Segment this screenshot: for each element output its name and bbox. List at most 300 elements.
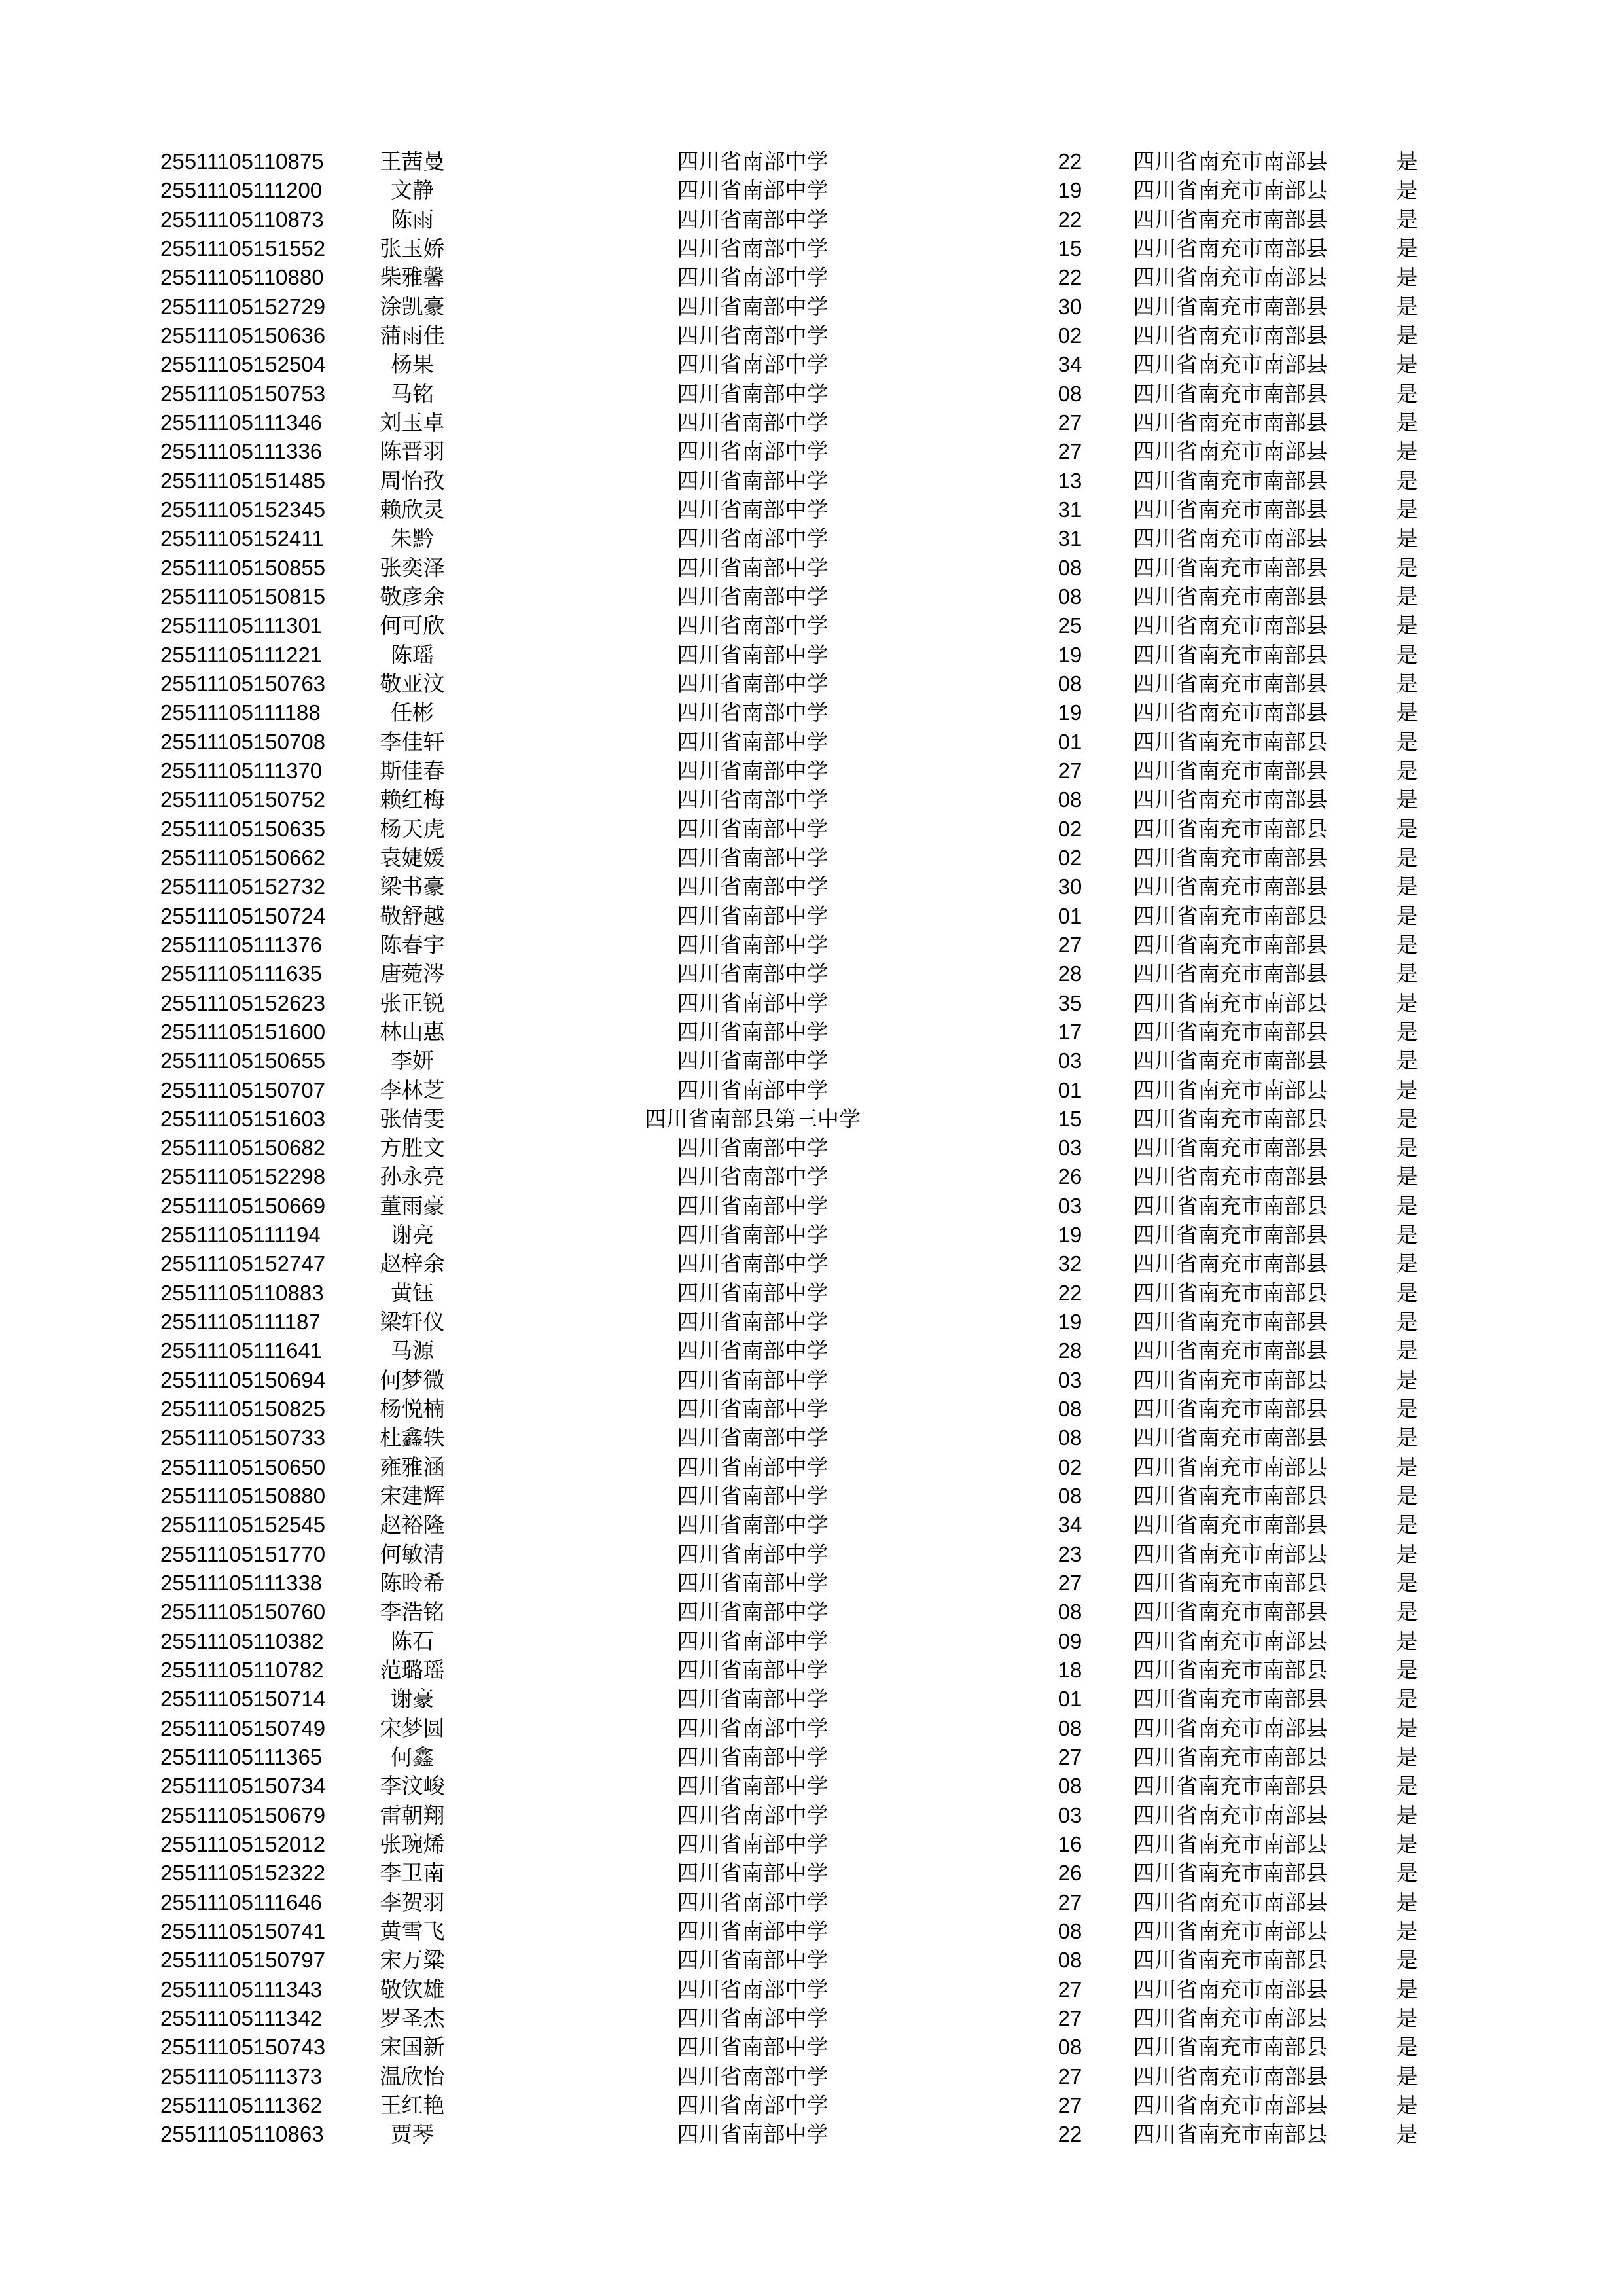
table-row <box>0 1627 1623 1656</box>
school-cell: 四川省南部中学 <box>677 1570 829 1596</box>
student-name-cell: 何鑫 <box>391 1744 434 1770</box>
region-cell: 四川省南充市南部县 <box>1133 816 1328 842</box>
table-row <box>0 1743 1623 1772</box>
code-cell: 08 <box>1058 381 1082 406</box>
school-cell: 四川省南部中学 <box>677 1657 829 1683</box>
school-cell: 四川省南部中学 <box>677 1425 829 1451</box>
school-cell: 四川省南部中学 <box>677 961 829 987</box>
student-id-cell: 25511105111635 <box>160 961 323 986</box>
flag-cell: 是 <box>1396 1831 1418 1857</box>
table-row <box>0 1656 1623 1685</box>
student-id-cell: 25511105111365 <box>160 1745 323 1770</box>
region-cell: 四川省南充市南部县 <box>1133 467 1328 493</box>
student-name-cell: 王红艳 <box>380 2092 445 2118</box>
table-row <box>0 1975 1623 2004</box>
code-cell: 02 <box>1058 323 1082 348</box>
code-cell: 26 <box>1058 1861 1082 1886</box>
region-cell: 四川省南充市南部县 <box>1133 293 1328 319</box>
flag-cell: 是 <box>1396 787 1418 813</box>
school-cell: 四川省南部中学 <box>677 1454 829 1480</box>
student-name-cell: 敬彦余 <box>380 583 445 609</box>
student-name-cell: 陈雨 <box>391 206 434 232</box>
student-name-cell: 雷朝翔 <box>380 1802 445 1828</box>
student-id-cell: 25511105151770 <box>160 1541 326 1566</box>
code-cell: 08 <box>1058 1484 1082 1509</box>
school-cell: 四川省南部中学 <box>677 2063 829 2089</box>
school-cell: 四川省南部中学 <box>677 206 829 232</box>
student-id-cell: 25511105110863 <box>160 2122 324 2147</box>
flag-cell: 是 <box>1396 496 1418 522</box>
region-cell: 四川省南充市南部县 <box>1133 1686 1328 1712</box>
student-id-cell: 25511105150662 <box>160 845 326 870</box>
region-cell: 四川省南充市南部县 <box>1133 1018 1328 1045</box>
student-name-cell: 唐菀涔 <box>380 961 445 987</box>
table-row <box>0 1308 1623 1336</box>
student-id-cell: 25511105150749 <box>160 1715 326 1740</box>
student-id-cell: 25511105150724 <box>160 903 326 928</box>
table-row <box>0 1162 1623 1191</box>
region-cell: 四川省南充市南部县 <box>1133 583 1328 609</box>
student-name-cell: 赵裕隆 <box>380 1512 445 1538</box>
table-row <box>0 1424 1623 1452</box>
school-cell: 四川省南部中学 <box>677 2092 829 2118</box>
student-name-cell: 宋万粱 <box>380 1947 445 1973</box>
student-id-cell: 25511105111346 <box>160 410 323 435</box>
table-row <box>0 1888 1623 1917</box>
student-name-cell: 杨天虎 <box>380 816 445 842</box>
region-cell: 四川省南充市南部县 <box>1133 2063 1328 2089</box>
student-id-cell: 25511105150635 <box>160 816 326 841</box>
flag-cell: 是 <box>1396 1425 1418 1451</box>
code-cell: 01 <box>1058 903 1082 928</box>
code-cell: 28 <box>1058 1338 1082 1363</box>
table-row <box>0 872 1623 901</box>
student-id-cell: 25511105152012 <box>160 1832 326 1857</box>
student-name-cell: 文静 <box>391 177 434 204</box>
student-id-cell: 25511105150708 <box>160 729 326 754</box>
flag-cell: 是 <box>1396 409 1418 435</box>
region-cell: 四川省南充市南部县 <box>1133 235 1328 261</box>
student-name-cell: 杨果 <box>391 351 434 378</box>
region-cell: 四川省南充市南部县 <box>1133 1483 1328 1509</box>
table-row <box>0 350 1623 379</box>
region-cell: 四川省南充市南部县 <box>1133 2121 1328 2147</box>
code-cell: 09 <box>1058 1628 1082 1653</box>
student-id-cell: 25511105111370 <box>160 758 323 783</box>
student-id-cell: 25511105110873 <box>160 207 324 232</box>
student-id-cell: 25511105111194 <box>160 1223 321 1247</box>
code-cell: 08 <box>1058 2035 1082 2060</box>
table-row <box>0 989 1623 1018</box>
region-cell: 四川省南充市南部县 <box>1133 264 1328 291</box>
code-cell: 03 <box>1058 1193 1082 1218</box>
code-cell: 19 <box>1058 1223 1082 1247</box>
student-name-cell: 陈瑶 <box>391 641 434 668</box>
student-id-cell: 25511105150650 <box>160 1454 326 1479</box>
student-name-cell: 李汶峻 <box>380 1773 445 1799</box>
student-name-cell: 敬亚汶 <box>380 670 445 696</box>
region-cell: 四川省南充市南部县 <box>1133 1715 1328 1741</box>
student-id-cell: 25511105111646 <box>160 1890 323 1914</box>
region-cell: 四川省南充市南部县 <box>1133 844 1328 870</box>
flag-cell: 是 <box>1396 1918 1418 1945</box>
student-name-cell: 陈春宇 <box>380 931 445 958</box>
flag-cell: 是 <box>1396 554 1418 581</box>
school-cell: 四川省南部中学 <box>677 1367 829 1393</box>
table-row <box>0 1453 1623 1482</box>
code-cell: 03 <box>1058 1049 1082 1073</box>
table-row <box>0 1598 1623 1626</box>
code-cell: 31 <box>1058 497 1082 522</box>
code-cell: 08 <box>1058 671 1082 696</box>
student-name-cell: 敬舒越 <box>380 903 445 929</box>
flag-cell: 是 <box>1396 439 1418 465</box>
student-id-cell: 25511105111221 <box>160 642 323 667</box>
table-row <box>0 1221 1623 1249</box>
flag-cell: 是 <box>1396 961 1418 987</box>
school-cell: 四川省南部中学 <box>677 641 829 668</box>
school-cell: 四川省南部中学 <box>677 1135 829 1161</box>
region-cell: 四川省南充市南部县 <box>1133 1396 1328 1422</box>
student-name-cell: 任彬 <box>391 700 434 726</box>
student-id-cell: 25511105151485 <box>160 468 326 493</box>
code-cell: 19 <box>1058 700 1082 725</box>
student-name-cell: 李林芝 <box>380 1077 445 1103</box>
flag-cell: 是 <box>1396 380 1418 406</box>
school-cell: 四川省南部中学 <box>677 264 829 291</box>
code-cell: 08 <box>1058 787 1082 812</box>
school-cell: 四川省南部中学 <box>677 2005 829 2031</box>
flag-cell: 是 <box>1396 1657 1418 1683</box>
school-cell: 四川省南部中学 <box>677 1831 829 1857</box>
student-name-cell: 罗圣杰 <box>380 2005 445 2031</box>
school-cell: 四川省南部中学 <box>677 2121 829 2147</box>
region-cell: 四川省南充市南部县 <box>1133 931 1328 958</box>
student-name-cell: 马源 <box>391 1338 434 1364</box>
region-cell: 四川省南充市南部县 <box>1133 903 1328 929</box>
flag-cell: 是 <box>1396 1541 1418 1567</box>
code-cell: 08 <box>1058 555 1082 580</box>
code-cell: 03 <box>1058 1803 1082 1827</box>
flag-cell: 是 <box>1396 177 1418 204</box>
student-id-cell: 25511105111373 <box>160 2064 323 2089</box>
flag-cell: 是 <box>1396 1512 1418 1538</box>
flag-cell: 是 <box>1396 1164 1418 1190</box>
student-id-cell: 25511105150669 <box>160 1193 326 1218</box>
student-name-cell: 梁书豪 <box>380 874 445 900</box>
table-row <box>0 1482 1623 1511</box>
table-row <box>0 844 1623 872</box>
flag-cell: 是 <box>1396 903 1418 929</box>
school-cell: 四川省南部中学 <box>677 1512 829 1538</box>
student-name-cell: 袁婕媛 <box>380 844 445 870</box>
region-cell: 四川省南充市南部县 <box>1133 1280 1328 1306</box>
table-row <box>0 1279 1623 1308</box>
school-cell: 四川省南部中学 <box>677 380 829 406</box>
student-name-cell: 张玉娇 <box>380 235 445 261</box>
code-cell: 28 <box>1058 961 1082 986</box>
student-id-cell: 25511105150763 <box>160 671 326 696</box>
table-row <box>0 670 1623 698</box>
table-row <box>0 1076 1623 1105</box>
region-cell: 四川省南充市南部县 <box>1133 1105 1328 1132</box>
code-cell: 27 <box>1058 439 1082 464</box>
school-cell: 四川省南部中学 <box>677 1715 829 1741</box>
table-row <box>0 785 1623 814</box>
region-cell: 四川省南充市南部县 <box>1133 149 1328 174</box>
school-cell: 四川省南部中学 <box>677 235 829 261</box>
student-id-cell: 25511105110880 <box>160 265 324 290</box>
table-row <box>0 698 1623 727</box>
flag-cell: 是 <box>1396 206 1418 232</box>
flag-cell: 是 <box>1396 613 1418 639</box>
school-cell: 四川省南部中学 <box>677 903 829 929</box>
table-row <box>0 437 1623 466</box>
code-cell: 30 <box>1058 294 1082 319</box>
table-row <box>0 176 1623 205</box>
school-cell: 四川省南部中学 <box>677 1077 829 1103</box>
student-id-cell: 25511105111200 <box>160 178 323 203</box>
flag-cell: 是 <box>1396 1570 1418 1596</box>
student-name-cell: 柴雅馨 <box>380 264 445 291</box>
student-id-cell: 25511105111338 <box>160 1571 323 1596</box>
table-row <box>0 583 1623 611</box>
school-cell: 四川省南部中学 <box>677 583 829 609</box>
code-cell: 08 <box>1058 1426 1082 1450</box>
region-cell: 四川省南充市南部县 <box>1133 1135 1328 1161</box>
student-id-cell: 25511105150855 <box>160 555 326 580</box>
table-row <box>0 1366 1623 1395</box>
table-row <box>0 931 1623 960</box>
school-cell: 四川省南部中学 <box>677 496 829 522</box>
flag-cell: 是 <box>1396 874 1418 900</box>
student-name-cell: 李贺羽 <box>380 1889 445 1915</box>
school-cell: 四川省南部中学 <box>677 1744 829 1770</box>
student-name-cell: 林山惠 <box>380 1018 445 1045</box>
region-cell: 四川省南充市南部县 <box>1133 322 1328 348</box>
school-cell: 四川省南部中学 <box>677 844 829 870</box>
table-row <box>0 293 1623 321</box>
code-cell: 26 <box>1058 1164 1082 1189</box>
region-cell: 四川省南充市南部县 <box>1133 728 1328 755</box>
code-cell: 16 <box>1058 1832 1082 1857</box>
school-cell: 四川省南部中学 <box>677 728 829 755</box>
table-row <box>0 2120 1623 2149</box>
region-cell: 四川省南充市南部县 <box>1133 1657 1328 1683</box>
region-cell: 四川省南充市南部县 <box>1133 1454 1328 1480</box>
student-id-cell: 25511105110782 <box>160 1658 324 1683</box>
table-row <box>0 1569 1623 1598</box>
table-row <box>0 321 1623 350</box>
region-cell: 四川省南充市南部县 <box>1133 1222 1328 1248</box>
student-id-cell: 25511105150743 <box>160 2035 326 2060</box>
school-cell: 四川省南部中学 <box>677 439 829 465</box>
school-cell: 四川省南部中学 <box>677 757 829 783</box>
student-id-cell: 25511105150682 <box>160 1136 326 1160</box>
student-id-cell: 25511105110382 <box>160 1628 324 1653</box>
region-cell: 四川省南充市南部县 <box>1133 1251 1328 1277</box>
student-name-cell: 何可欣 <box>380 613 445 639</box>
code-cell: 25 <box>1058 613 1082 638</box>
code-cell: 19 <box>1058 1310 1082 1335</box>
student-id-cell: 25511105152411 <box>160 526 324 551</box>
student-id-cell: 25511105150636 <box>160 323 326 348</box>
code-cell: 18 <box>1058 1658 1082 1683</box>
flag-cell: 是 <box>1396 1802 1418 1828</box>
flag-cell: 是 <box>1396 1889 1418 1915</box>
student-name-cell: 杜鑫轶 <box>380 1425 445 1451</box>
flag-cell: 是 <box>1396 322 1418 348</box>
student-id-cell: 25511105150741 <box>160 1919 326 1944</box>
table-row <box>0 2004 1623 2033</box>
region-cell: 四川省南充市南部县 <box>1133 1831 1328 1857</box>
school-cell: 四川省南部中学 <box>677 816 829 842</box>
code-cell: 08 <box>1058 1715 1082 1740</box>
code-cell: 27 <box>1058 2064 1082 2089</box>
code-cell: 02 <box>1058 1454 1082 1479</box>
student-name-cell: 孙永亮 <box>380 1164 445 1190</box>
table-row <box>0 611 1623 640</box>
school-cell: 四川省南部中学 <box>677 1889 829 1915</box>
student-name-cell: 敬钦雄 <box>380 1976 445 2002</box>
student-id-cell: 25511105111342 <box>160 2006 323 2030</box>
school-cell: 四川省南部中学 <box>677 1802 829 1828</box>
student-id-cell: 25511105110875 <box>160 149 324 173</box>
code-cell: 08 <box>1058 1919 1082 1944</box>
region-cell: 四川省南充市南部县 <box>1133 1773 1328 1799</box>
flag-cell: 是 <box>1396 1105 1418 1132</box>
region-cell: 四川省南充市南部县 <box>1133 670 1328 696</box>
table-row <box>0 234 1623 263</box>
region-cell: 四川省南充市南部县 <box>1133 2005 1328 2031</box>
student-id-cell: 25511105152322 <box>160 1861 326 1886</box>
student-id-cell: 25511105152732 <box>160 874 326 899</box>
student-id-cell: 25511105152747 <box>160 1251 326 1276</box>
region-cell: 四川省南充市南部县 <box>1133 874 1328 900</box>
table-row <box>0 2033 1623 2062</box>
flag-cell: 是 <box>1396 467 1418 493</box>
region-cell: 四川省南充市南部县 <box>1133 700 1328 726</box>
region-cell: 四川省南充市南部县 <box>1133 1744 1328 1770</box>
code-cell: 27 <box>1058 1890 1082 1914</box>
code-cell: 22 <box>1058 1280 1082 1305</box>
table-row <box>0 408 1623 437</box>
code-cell: 15 <box>1058 1106 1082 1131</box>
region-cell: 四川省南充市南部县 <box>1133 1570 1328 1596</box>
flag-cell: 是 <box>1396 641 1418 668</box>
flag-cell: 是 <box>1396 728 1418 755</box>
student-name-cell: 谢亮 <box>391 1222 434 1248</box>
school-cell: 四川省南部中学 <box>677 1541 829 1567</box>
school-cell: 四川省南部中学 <box>677 1048 829 1074</box>
student-id-cell: 25511105151603 <box>160 1106 326 1131</box>
student-name-cell: 雍雅涵 <box>380 1454 445 1480</box>
student-id-cell: 25511105150760 <box>160 1600 326 1624</box>
region-cell: 四川省南充市南部县 <box>1133 1599 1328 1625</box>
flag-cell: 是 <box>1396 2092 1418 2118</box>
region-cell: 四川省南充市南部县 <box>1133 1338 1328 1364</box>
student-name-cell: 王茜曼 <box>380 149 445 174</box>
school-cell: 四川省南部中学 <box>677 787 829 813</box>
flag-cell: 是 <box>1396 2063 1418 2089</box>
school-cell: 四川省南部中学 <box>677 554 829 581</box>
region-cell: 四川省南充市南部县 <box>1133 1077 1328 1103</box>
code-cell: 34 <box>1058 1513 1082 1537</box>
region-cell: 四川省南充市南部县 <box>1133 380 1328 406</box>
student-name-cell: 宋国新 <box>380 2034 445 2060</box>
table-row <box>0 206 1623 234</box>
flag-cell: 是 <box>1396 235 1418 261</box>
code-cell: 32 <box>1058 1251 1082 1276</box>
code-cell: 31 <box>1058 526 1082 551</box>
code-cell: 27 <box>1058 1977 1082 2001</box>
flag-cell: 是 <box>1396 1280 1418 1306</box>
student-name-cell: 黄钰 <box>391 1280 434 1306</box>
student-name-cell: 陈昤希 <box>380 1570 445 1596</box>
table-row <box>0 147 1623 176</box>
flag-cell: 是 <box>1396 1976 1418 2002</box>
student-name-cell: 张奕泽 <box>380 554 445 581</box>
student-name-cell: 谢豪 <box>391 1686 434 1712</box>
student-id-cell: 25511105151552 <box>160 236 326 260</box>
flag-cell: 是 <box>1396 1135 1418 1161</box>
student-name-cell: 何敏清 <box>380 1541 445 1567</box>
student-name-cell: 李妍 <box>391 1048 434 1074</box>
student-name-cell: 刘玉卓 <box>380 409 445 435</box>
code-cell: 08 <box>1058 1774 1082 1799</box>
student-id-cell: 25511105150825 <box>160 1397 326 1422</box>
flag-cell: 是 <box>1396 1454 1418 1480</box>
flag-cell: 是 <box>1396 990 1418 1016</box>
flag-cell: 是 <box>1396 583 1418 609</box>
region-cell: 四川省南充市南部县 <box>1133 1976 1328 2002</box>
flag-cell: 是 <box>1396 1193 1418 1219</box>
student-name-cell: 杨悦楠 <box>380 1396 445 1422</box>
region-cell: 四川省南充市南部县 <box>1133 961 1328 987</box>
student-id-cell: 25511105150679 <box>160 1803 326 1827</box>
school-cell: 四川省南部中学 <box>677 874 829 900</box>
student-name-cell: 梁轩仪 <box>380 1309 445 1335</box>
school-cell: 四川省南部中学 <box>677 1686 829 1712</box>
student-name-cell: 张正锐 <box>380 990 445 1016</box>
code-cell: 15 <box>1058 236 1082 260</box>
student-id-cell: 25511105152729 <box>160 294 326 319</box>
student-id-cell: 25511105111187 <box>160 1310 321 1335</box>
table-row <box>0 1714 1623 1743</box>
flag-cell: 是 <box>1396 1483 1418 1509</box>
table-row <box>0 1105 1623 1134</box>
region-cell: 四川省南充市南部县 <box>1133 554 1328 581</box>
student-id-cell: 25511105150797 <box>160 1948 326 1973</box>
student-name-cell: 方胜文 <box>380 1135 445 1161</box>
code-cell: 22 <box>1058 149 1082 173</box>
school-cell: 四川省南部中学 <box>677 700 829 726</box>
flag-cell: 是 <box>1396 1338 1418 1364</box>
table-row <box>0 960 1623 988</box>
student-name-cell: 何梦微 <box>380 1367 445 1393</box>
student-id-cell: 25511105150753 <box>160 381 326 406</box>
table-row <box>0 1511 1623 1539</box>
school-cell: 四川省南部中学 <box>677 322 829 348</box>
student-id-cell: 25511105152298 <box>160 1164 326 1189</box>
school-cell: 四川省南部中学 <box>677 1396 829 1422</box>
table-row <box>0 815 1623 844</box>
student-id-cell: 25511105111301 <box>160 613 323 638</box>
school-cell: 四川省南部中学 <box>677 1251 829 1277</box>
school-cell: 四川省南部中学 <box>677 1773 829 1799</box>
region-cell: 四川省南充市南部县 <box>1133 409 1328 435</box>
table-row <box>0 1395 1623 1424</box>
